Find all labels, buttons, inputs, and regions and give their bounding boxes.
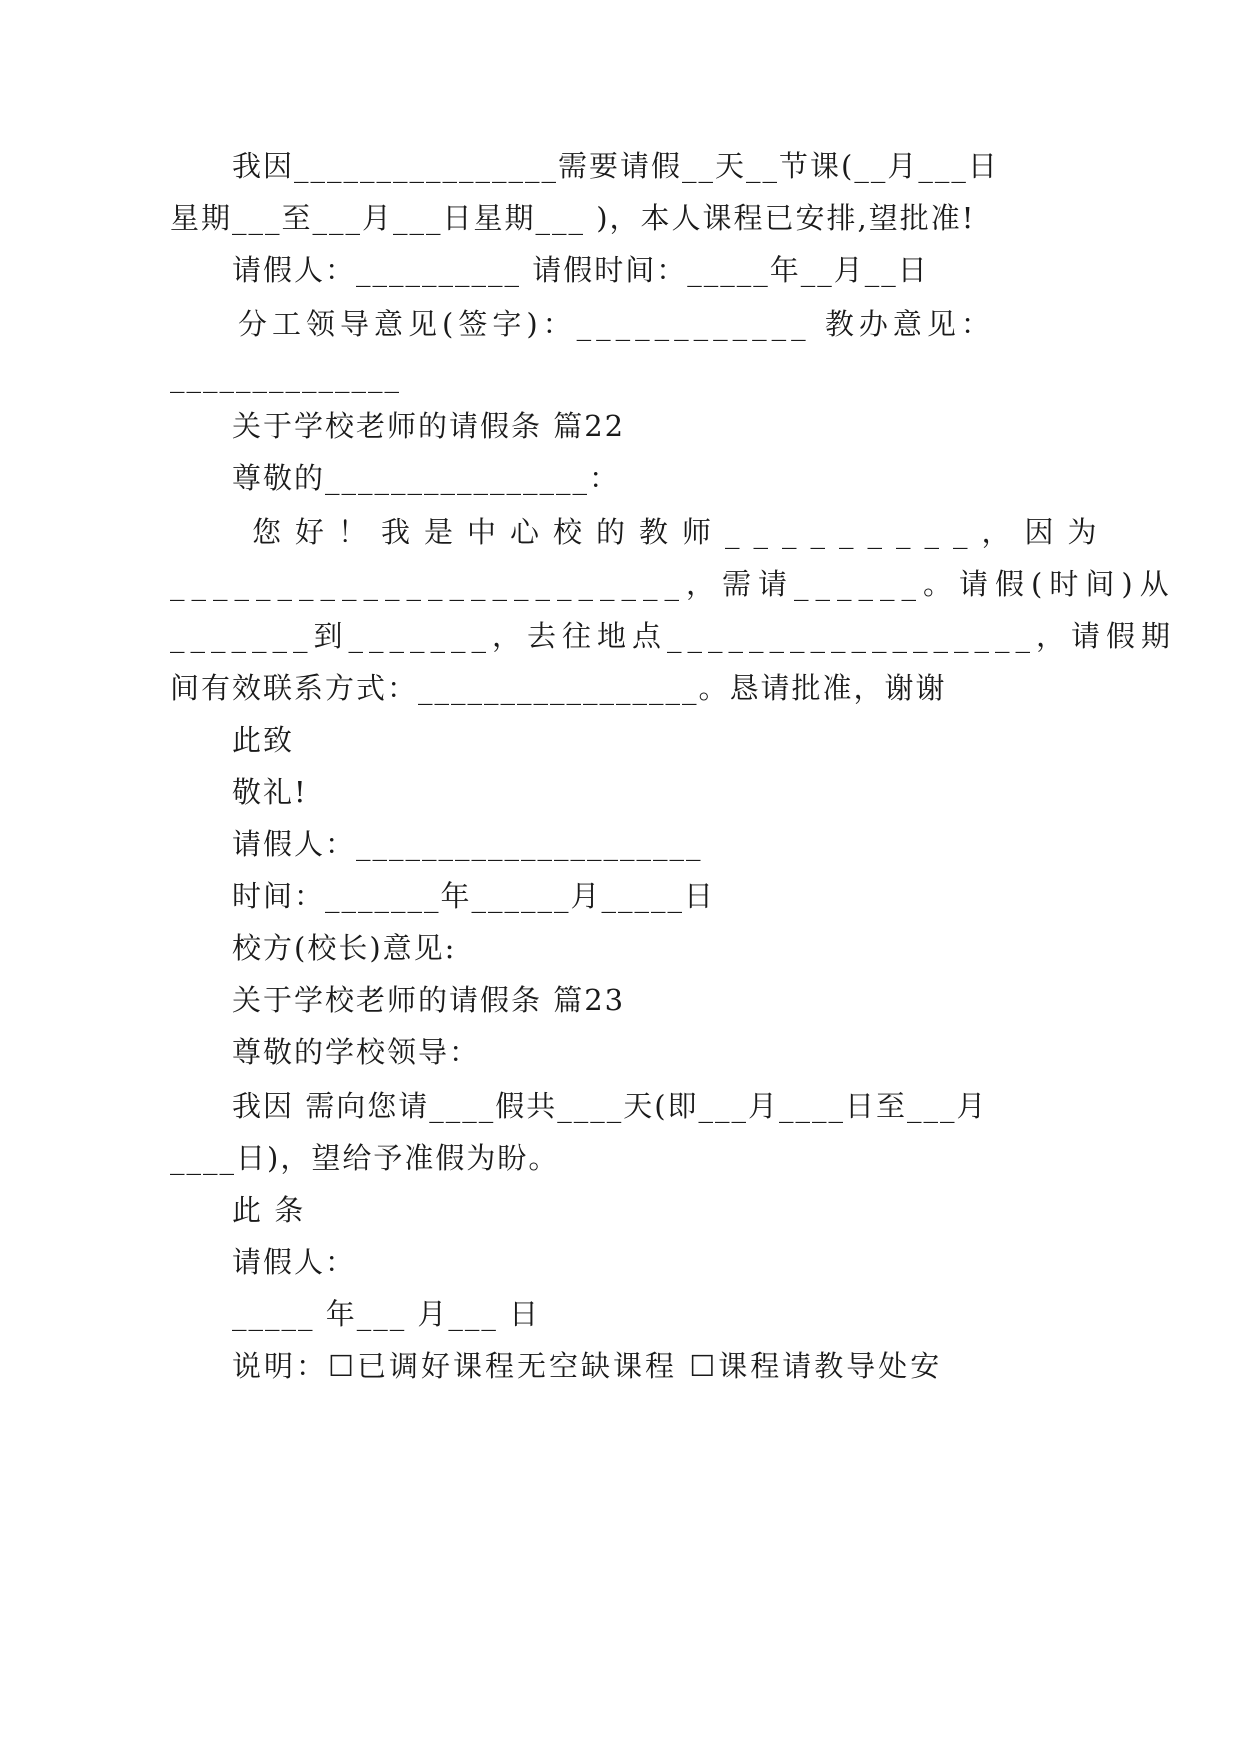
section-23-title: 关于学校老师的请假条 篇23 — [232, 983, 626, 1017]
applicant-date-line: 请假人：__________ 请假时间：_____年__月__日 — [232, 253, 929, 287]
section-22-closing-2: 敬礼! — [232, 775, 308, 809]
section-23-closing: 此 条 — [232, 1193, 306, 1227]
leader-opinion-line: 分工领导意见(签字)：____________ 教办意见： — [238, 307, 995, 341]
section-22-body-1: 您好！我是中心校的教师_________，因为 — [252, 515, 1111, 549]
section-22-title: 关于学校老师的请假条 篇22 — [232, 409, 626, 443]
section-22-closing-1: 此致 — [232, 723, 295, 757]
section-22-body-3: _______到_______，去往地点__________________，请假期 — [170, 619, 1177, 653]
section-22-body-4: 间有效联系方式：_________________。恳请批准，谢谢 — [170, 671, 947, 705]
section-23-body-2: ____日)，望给予准假为盼。 — [170, 1141, 560, 1175]
leave-period-line: 星期___至___月___日星期___ )，本人课程已安排,望批准! — [170, 201, 976, 235]
section-22-date: 时间：_______年______月_____日 — [232, 879, 716, 913]
leave-reason-line: 我因________________需要请假__天__节课(__月___日 — [232, 149, 999, 183]
section-23-body-1: 我因 需向您请____假共____天(即___月____日至___月 — [232, 1089, 988, 1123]
section-23-date: _____ 年___ 月___ 日 — [232, 1297, 541, 1331]
section-22-principal-opinion: 校方(校长)意见: — [232, 931, 457, 965]
section-22-body-2: ________________________，需请______。请假(时间)从 — [170, 567, 1176, 601]
section-22-applicant: 请假人：_____________________ — [232, 827, 703, 861]
section-22-greeting: 尊敬的________________： — [232, 461, 621, 495]
section-23-greeting: 尊敬的学校领导： — [232, 1035, 481, 1069]
section-23-note: 说明：☐已调好课程无空缺课程 ☐课程请教导处安 — [232, 1349, 943, 1383]
signature-blank-line: ______________ — [170, 359, 401, 393]
section-23-applicant: 请假人： — [232, 1245, 357, 1279]
